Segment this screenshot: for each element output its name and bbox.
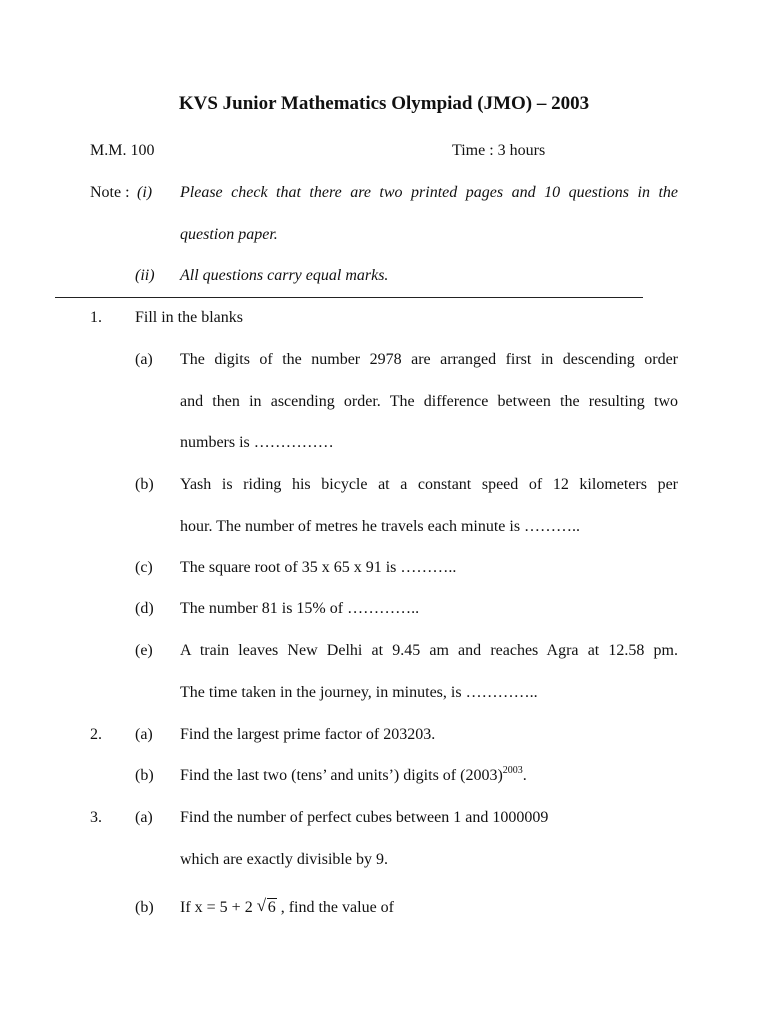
q1d-label: (d): [135, 600, 154, 617]
q1c-text: The square root of 35 x 65 x 91 is ………..: [180, 559, 457, 576]
time-allowed: Time : 3 hours: [452, 142, 546, 159]
q1a-line1: The digits of the number 2978 are arranged first in descending order: [180, 351, 678, 368]
q2b-main: Find the last two (tens’ and units’) digits of (2003): [180, 767, 503, 784]
q1e-label: (e): [135, 642, 153, 659]
note-i-number: (i): [137, 184, 153, 201]
q3b-suffix: , find the value of: [280, 899, 394, 916]
q3a-line2: which are exactly divisible by 9.: [180, 851, 388, 868]
q3-number: 3.: [90, 809, 102, 826]
q1a-label: (a): [135, 351, 153, 368]
sqrt-sign-icon: √: [256, 896, 267, 915]
q2-number: 2.: [90, 726, 102, 743]
q1b-label: (b): [135, 476, 154, 493]
q1c-label: (c): [135, 559, 153, 576]
q1a-line2: and then in ascending order. The difference between the resulting two: [180, 393, 678, 410]
q3b-text: [180, 898, 394, 918]
square-root-expression: [257, 898, 277, 918]
q2b-period: .: [522, 767, 527, 784]
q3b-prefix: If x = 5 + 2: [180, 899, 253, 916]
q2a-text: Find the largest prime factor of 203203.: [180, 726, 436, 743]
q1-number: 1.: [90, 309, 102, 326]
horizontal-divider: [55, 297, 643, 298]
radicand: 6: [267, 899, 276, 916]
q1e-line1: A train leaves New Delhi at 9.45 am and reaches Agra at 12.58 pm.: [180, 642, 678, 659]
q1-text: Fill in the blanks: [135, 309, 243, 326]
q1b-line2: hour. The number of metres he travels each minute is ………..: [180, 518, 581, 535]
q1e-line2: The time taken in the journey, in minutes, is …………..: [180, 684, 538, 701]
q3a-label: (a): [135, 809, 153, 826]
q3b-label: (b): [135, 899, 154, 916]
note-i-line1: Please check that there are two printed pages and 10 questions in the: [180, 184, 678, 201]
max-marks: M.M. 100: [90, 142, 155, 159]
q2a-label: (a): [135, 726, 153, 743]
q1b-line1: Yash is riding his bicycle at a constant speed of 12 kilometers per: [180, 476, 678, 493]
q3a-line1: Find the number of perfect cubes between 1 and 1000009: [180, 809, 549, 826]
q1a-line3: numbers is ……………: [180, 434, 334, 451]
note-ii-number: (ii): [135, 267, 155, 284]
q1d-text: The number 81 is 15% of …………..: [180, 600, 420, 617]
q2b-exponent: 2003: [502, 765, 523, 776]
q2b-label: (b): [135, 767, 154, 784]
note-i-line2: question paper.: [180, 226, 278, 243]
q2b-text: [180, 766, 527, 786]
note-ii-text: All questions carry equal marks.: [180, 267, 389, 284]
page-title: KVS Junior Mathematics Olympiad (JMO) – 2003: [178, 93, 590, 114]
note-label: Note :: [90, 184, 130, 201]
